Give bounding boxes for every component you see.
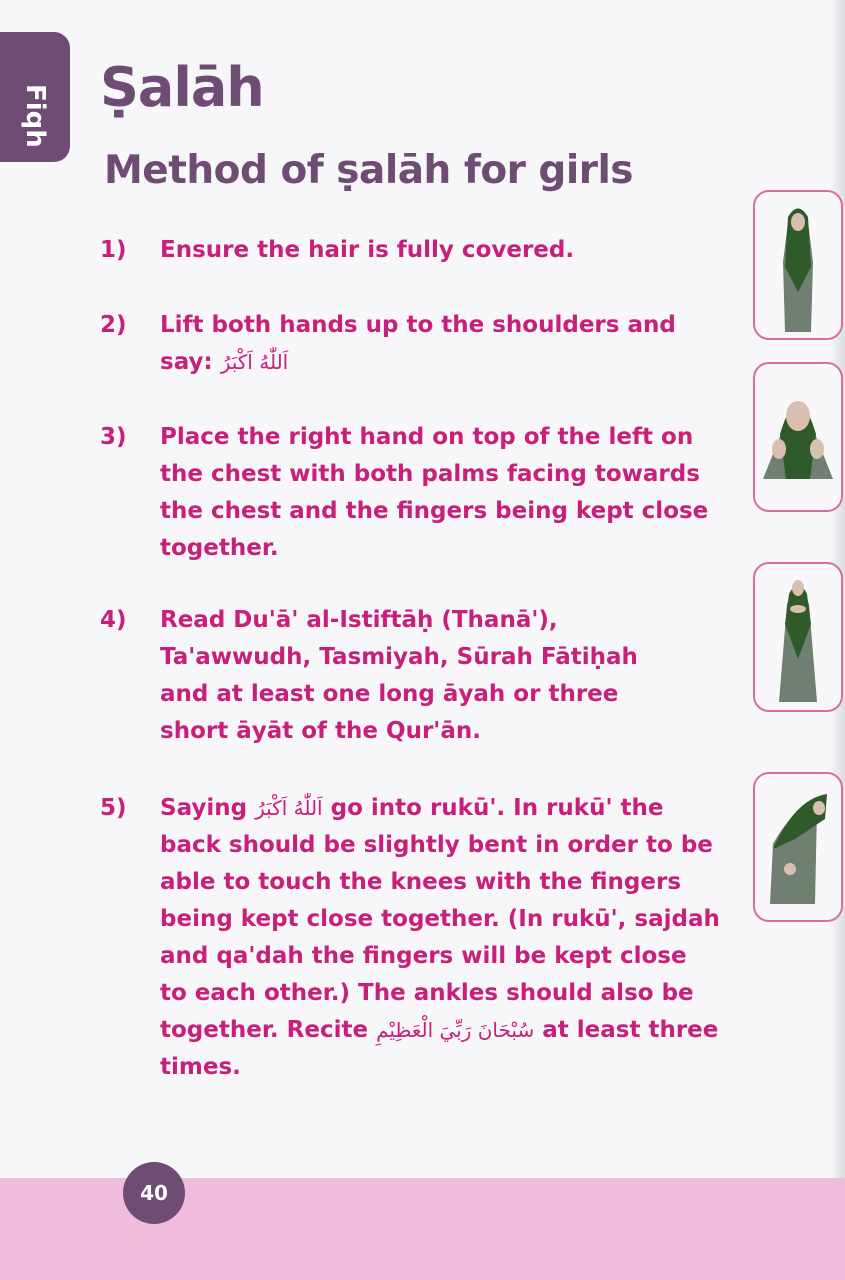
arabic-takbir: اَللّٰهُ اَكْبَرُ — [255, 796, 323, 820]
figure-standing — [753, 190, 843, 340]
step-text: go into rukū'. In rukū' the back should be slightly bent in order to be able to touch the knees with the fingers being kept close together. (In rukū', sajdah and qa'dah the fingers will be kept close to each other.) The ankles should also be together. Recite — [160, 795, 720, 1043]
page-title: Ṣalāh — [100, 56, 264, 119]
figure-takbir — [753, 362, 843, 512]
step-text: Lift both hands up to the shoulders and say: — [160, 312, 676, 375]
page-number: 40 — [123, 1162, 185, 1224]
figure-ruku — [753, 772, 843, 922]
step-text: Place the right hand on top of the left on the chest with both palms facing towards the chest and the fingers being kept close together. — [160, 424, 709, 561]
step-number: 3) — [100, 424, 127, 450]
step-number: 5) — [100, 795, 127, 821]
step-text-pre: Saying — [160, 795, 248, 821]
step-number: 2) — [100, 312, 127, 338]
figure-hands-on-chest — [753, 562, 843, 712]
section-tab — [0, 32, 70, 162]
section-tab-label: Fiqh — [20, 84, 50, 148]
step-text: Ensure the hair is fully covered. — [160, 237, 575, 263]
arabic-tasbih: سُبْحَانَ رَبِّيَ الْعَظِيْمِ — [376, 1018, 535, 1042]
step-number: 1) — [100, 237, 127, 263]
step-text: Read Du'ā' al-Istiftāḥ (Thanā'), Ta'awwudh, Tasmiyah, Sūrah Fātiḥah and at least one long āyah or three short āyāt of the Qur'ān. — [160, 607, 638, 744]
step-number: 4) — [100, 607, 127, 633]
step-text-post: at least three times. — [160, 1017, 719, 1080]
page-subtitle: Method of ṣalāh for girls — [104, 148, 634, 193]
arabic-takbir: اَللّٰهُ اَكْبَرُ — [220, 350, 289, 374]
